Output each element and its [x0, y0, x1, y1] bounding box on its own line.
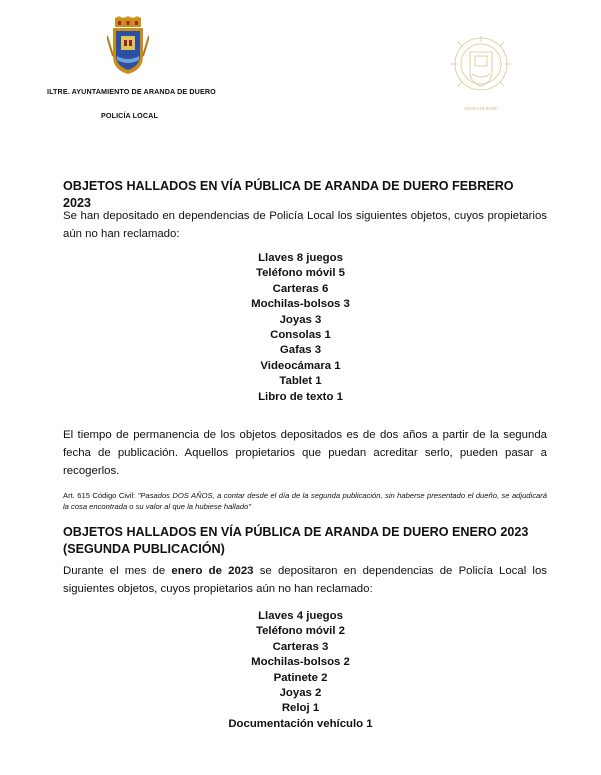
intro-text: se depositaron en dependencias de Policía Local los siguientes objetos, cuyos propietarios aún no han reclamado:	[63, 565, 547, 595]
list-item: Libro de texto 1	[258, 390, 343, 403]
department-name: POLICÍA LOCAL	[101, 111, 158, 120]
list-item: Llaves 8 juegos	[258, 252, 343, 264]
section2-items-list	[0, 609, 601, 732]
seal-caption: ARANDA DE DUERO	[463, 107, 499, 111]
intro-text: Durante el mes de	[63, 565, 172, 577]
municipal-seal-logo	[448, 34, 514, 114]
section1-title: OBJETOS HALLADOS EN VÍA PÚBLICA DE ARANDA DE DUERO FEBRERO 2023	[63, 179, 514, 210]
list-item: Gafas 3	[279, 344, 322, 357]
list-item: Llaves 4 juegos	[258, 610, 343, 622]
list-item: Videocámara 1	[260, 359, 341, 372]
list-item: Tablet 1	[279, 375, 322, 388]
list-item: Consolas 1	[270, 329, 331, 342]
section2-title-line2: (SEGUNDA PUBLICACIÓN)	[63, 542, 225, 556]
list-item: Joyas 3	[279, 313, 322, 326]
intro-period: enero de 2023	[171, 565, 254, 577]
legal-quote: "Pasados DOS AÑOS, a contar desde el día de la segunda publicación, sin haberse presentado el dueño, se adjudicará la cosa encontrada o su valor al que la hubiese hallado"	[63, 491, 547, 511]
section2-title	[63, 524, 543, 558]
list-item: Joyas 2	[279, 687, 322, 700]
coat-of-arms-logo	[107, 16, 149, 76]
list-item: Teléfono móvil 5	[255, 267, 346, 280]
list-item: Carteras 6	[272, 282, 329, 295]
section2-intro	[63, 562, 547, 598]
list-item: Carteras 3	[272, 640, 329, 653]
legal-citation	[63, 490, 547, 512]
org-name: ILTRE. AYUNTAMIENTO DE ARANDA DE DUERO	[47, 87, 216, 96]
list-item: Teléfono móvil 2	[255, 625, 346, 638]
list-item: Documentación vehículo 1	[228, 717, 373, 730]
legal-reference: Art. 615 Código Civil:	[63, 491, 138, 500]
list-item: Mochilas-bolsos 3	[251, 298, 350, 311]
section1-items-list	[0, 251, 601, 405]
section2-title-line1: OBJETOS HALLADOS EN VÍA PÚBLICA DE ARANDA DE DUERO ENERO 2023	[63, 525, 529, 539]
section1-note: El tiempo de permanencia de los objetos depositados es de dos años a partir de la segunda fecha de publicación. Aquellos propietarios que puedan acreditar serlo, pueden pasar a recogerlos.	[63, 429, 547, 477]
section1-intro: Se han depositado en dependencias de Policía Local los siguientes objetos, cuyos propietarios aún no han reclamado:	[63, 210, 547, 240]
list-item: Mochilas-bolsos 2	[251, 656, 350, 669]
list-item: Patinete 2	[273, 671, 328, 684]
list-item: Reloj 1	[281, 702, 320, 715]
